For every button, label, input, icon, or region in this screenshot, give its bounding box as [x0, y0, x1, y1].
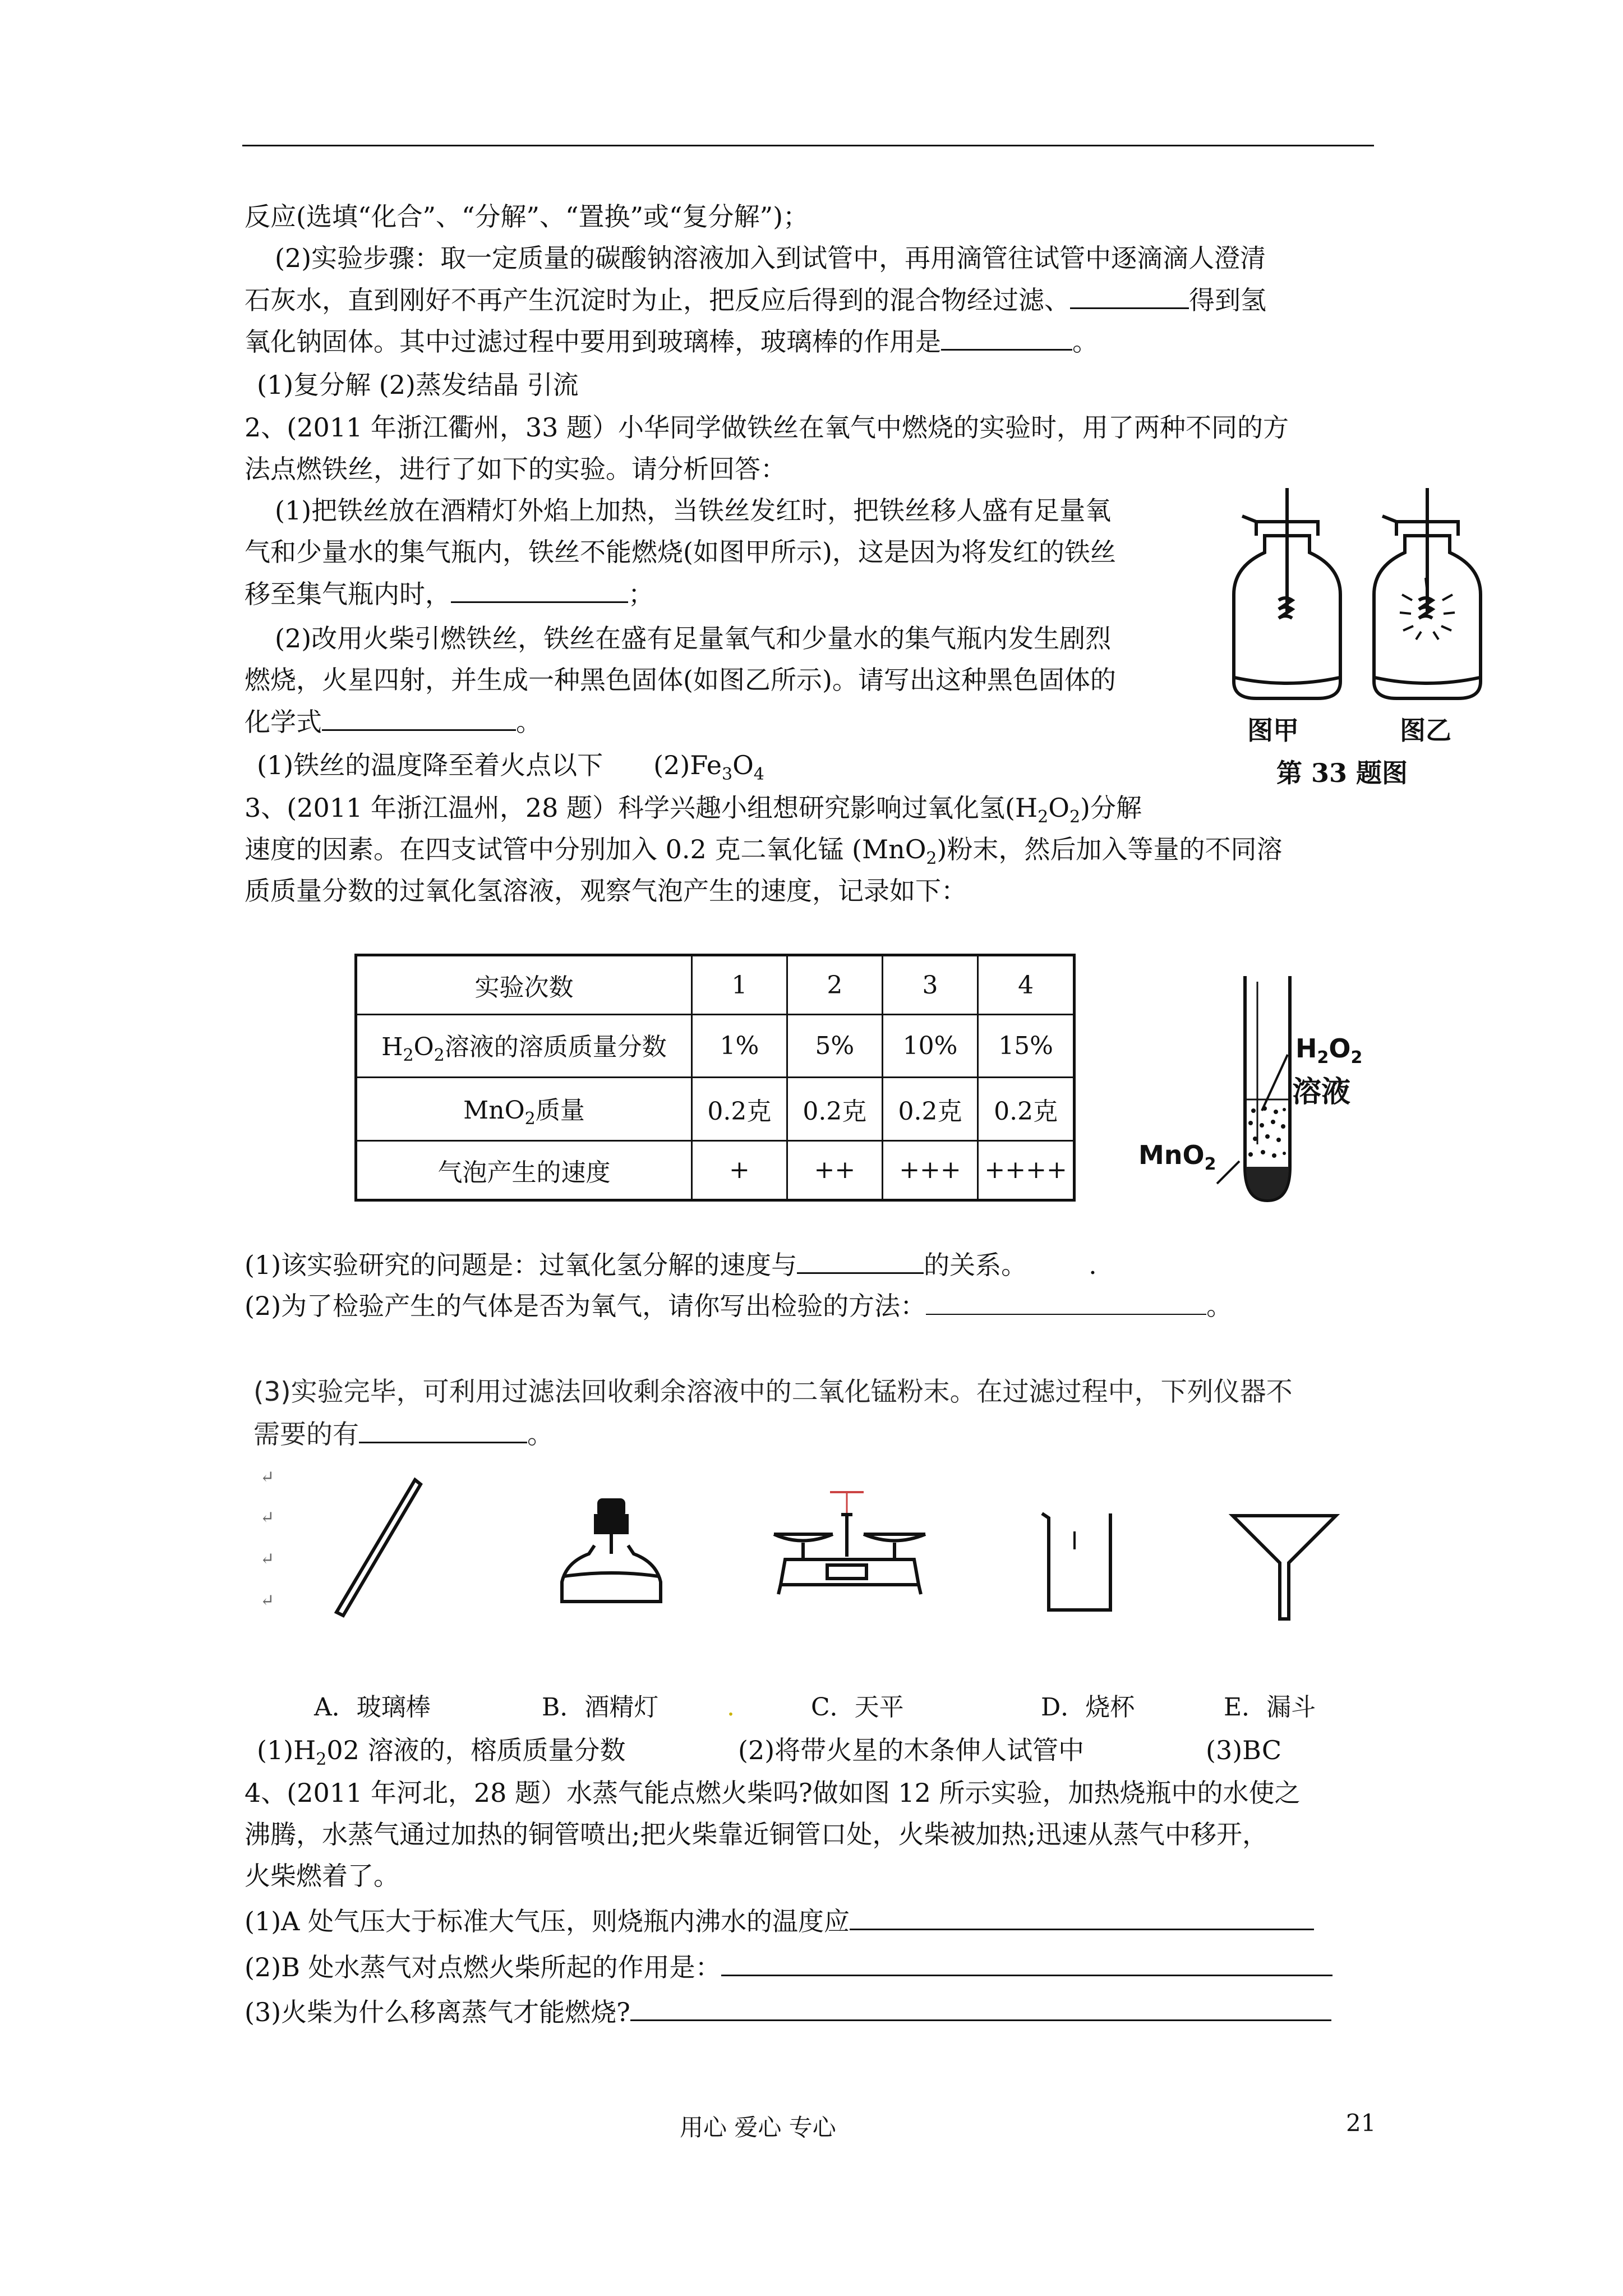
return-mark: ↵ [260, 1467, 275, 1487]
question-line: 气和少量水的集气瓶内，铁丝不能燃烧(如图甲所示)，这是因为将发红的铁丝 [245, 537, 1116, 567]
experiment-table [354, 954, 1076, 1202]
bottle-a-icon [1234, 488, 1340, 698]
question-line: (1)该实验研究的问题是：过氧化氢分解的速度与 的关系。 . [245, 1248, 1097, 1282]
question-line: (3)实验完毕，可利用过滤法回收剩余溶液中的二氧化锰粉末。在过滤过程中，下列仪器不 [253, 1377, 1293, 1407]
answer-blank [721, 1950, 1332, 1976]
question-line: 化学式 。 [245, 705, 542, 739]
table-cell: +++ [882, 1140, 978, 1200]
glass-rod-icon [331, 1475, 432, 1621]
answer-line: (1)复分解 (2)蒸发结晶 引流 [257, 370, 579, 400]
table-cell: 0.2克 [787, 1078, 882, 1140]
text-line: (2)实验步骤：取一定质量的碳酸钠溶液加入到试管中，再用滴管往试管中逐滴滴人澄清 [275, 243, 1266, 273]
footer-motto: 用心 爱心 专心 [680, 2114, 836, 2141]
beaker-icon [1038, 1509, 1122, 1616]
answer-line: $(1)H_202$ 溶液的，榕质质量分数 [257, 1735, 626, 1770]
table-cell: 10% [882, 1015, 978, 1078]
table-cell: 0.2克 [978, 1078, 1075, 1140]
answer-line: (3)BC [1206, 1735, 1282, 1765]
table-cell: MnO$_2$质量 [356, 1078, 692, 1140]
instrument-label: D．烧杯 [1041, 1693, 1135, 1722]
answer-blank [850, 1904, 1314, 1930]
tube-label-h2o2: $H_2O_2$ [1295, 1033, 1363, 1068]
tube-label-solution: 溶液 [1292, 1075, 1351, 1109]
stray-dot: . [727, 1693, 735, 1722]
table-cell: ++ [787, 1140, 882, 1200]
answer-blank [1070, 283, 1189, 309]
question-line: 速度的因素。在四支试管中分别加入 0.2 克二氧化锰 (MnO$_2$)粉末，然后加入等量的不同溶 [245, 834, 1283, 869]
answer-blank [797, 1248, 924, 1274]
answer-line: (2)将带火星的木条伸人试管中 [738, 1735, 1085, 1765]
table-cell: + [691, 1140, 787, 1200]
question-line: 燃烧，火星四射，并生成一种黑色固体(如图乙所示)。请写出这种黑色固体的 [245, 665, 1116, 695]
tube-label-mno2: MnO$_2$ [1138, 1140, 1216, 1175]
table-cell: ++++ [978, 1140, 1075, 1200]
figure-label-b: 图乙 [1400, 715, 1451, 746]
answer-blank [630, 1995, 1331, 2021]
table-cell: 0.2克 [882, 1078, 978, 1140]
table-row [356, 1078, 1075, 1140]
table-row [356, 955, 1075, 1015]
answer-line: (1)铁丝的温度降至着火点以下 $(2)Fe_3O_4$ [257, 750, 764, 785]
table-cell: 1% [691, 1015, 787, 1078]
question-line: (1)把铁丝放在酒精灯外焰上加热，当铁丝发红时，把铁丝移人盛有足量氧 [275, 495, 1112, 526]
question-line: (3)火柴为什么移离蒸气才能燃烧? [245, 1995, 1331, 2029]
question-line: 3、(2011 年浙江温州，28 题）科学兴趣小组想研究影响过氧化氢$(H_2O_2)$分解 [245, 793, 1142, 827]
gas-bottles-figure [1223, 482, 1492, 740]
bottle-b-icon [1374, 488, 1481, 698]
alcohol-lamp-icon [555, 1492, 667, 1610]
table-cell: 5% [787, 1015, 882, 1078]
return-mark: ↵ [260, 1508, 275, 1527]
question-line: 火柴燃着了。 [245, 1861, 399, 1891]
answer-blank [941, 324, 1072, 351]
table-cell: 0.2克 [691, 1078, 787, 1140]
answer-blank [451, 577, 628, 603]
question-line: 质质量分数的过氧化氢溶液，观察气泡产生的速度，记录如下： [245, 876, 967, 906]
return-mark: ↵ [260, 1591, 275, 1611]
answer-blank [322, 705, 516, 731]
instrument-label: C．天平 [811, 1693, 904, 1722]
table-cell: 4 [978, 955, 1075, 1015]
question-line: 法点燃铁丝，进行了如下的实验。请分析回答： [245, 454, 786, 484]
answer-blank [359, 1417, 527, 1443]
figure-caption: 第 33 题图 [1276, 758, 1408, 788]
table-cell: 3 [882, 955, 978, 1015]
table-cell: 气泡产生的速度 [356, 1140, 692, 1200]
table-cell: 实验次数 [356, 955, 692, 1015]
answer-blank [926, 1289, 1206, 1315]
funnel-icon [1228, 1509, 1340, 1621]
balance-scale-icon [768, 1481, 931, 1616]
table-row [356, 1140, 1075, 1200]
question-line: (1)A 处气压大于标准大气压，则烧瓶内沸水的温度应 [245, 1904, 1314, 1938]
question-line: 2、(2011 年浙江衢州，33 题）小华同学做铁丝在氧气中燃烧的实验时，用了两种不同的方 [245, 412, 1289, 443]
text-line: 氧化钠固体。其中过滤过程中要用到玻璃棒，玻璃棒的作用是 。 [245, 324, 1098, 358]
question-line: 沸腾，水蒸气通过加热的铜管喷出;把火柴靠近铜管口处，火柴被加热;迅速从蒸气中移开， [245, 1819, 1268, 1849]
text-line: 反应(选填“化合”、“分解”、“置换”或“复分解”)； [245, 201, 809, 232]
text-line: 石灰水，直到刚好不再产生沉淀时为止，把反应后得到的混合物经过滤、 得到氢 [245, 283, 1266, 317]
question-line: 移至集气瓶内时， ； [245, 577, 654, 611]
instrument-label: E．漏斗 [1224, 1693, 1316, 1722]
question-line: (2)改用火柴引燃铁丝，铁丝在盛有足量氧气和少量水的集气瓶内发生剧烈 [275, 623, 1112, 654]
table-cell: 1 [691, 955, 787, 1015]
question-line: 4、(2011 年河北，28 题）水蒸气能点燃火柴吗?做如图 12 所示实验，加热烧瓶中的水使之 [245, 1778, 1301, 1808]
figure-label-a: 图甲 [1247, 715, 1299, 746]
question-line: (2)B 处水蒸气对点燃火柴所起的作用是： [245, 1950, 1332, 1984]
instrument-label: B．酒精灯 [542, 1693, 659, 1722]
table-cell: $H_2O_2$溶液的溶质质量分数 [356, 1015, 692, 1078]
instrument-label: A．玻璃棒 [314, 1693, 431, 1722]
page-number: 21 [1346, 2109, 1376, 2137]
question-line: 需要的有 。 [253, 1417, 554, 1452]
table-cell: 15% [978, 1015, 1075, 1078]
table-cell: 2 [787, 955, 882, 1015]
question-line: (2)为了检验产生的气体是否为氧气，请你写出检验的方法： 。 [245, 1289, 1232, 1323]
return-mark: ↵ [260, 1549, 275, 1569]
header-rule [242, 145, 1374, 146]
table-row [356, 1015, 1075, 1078]
